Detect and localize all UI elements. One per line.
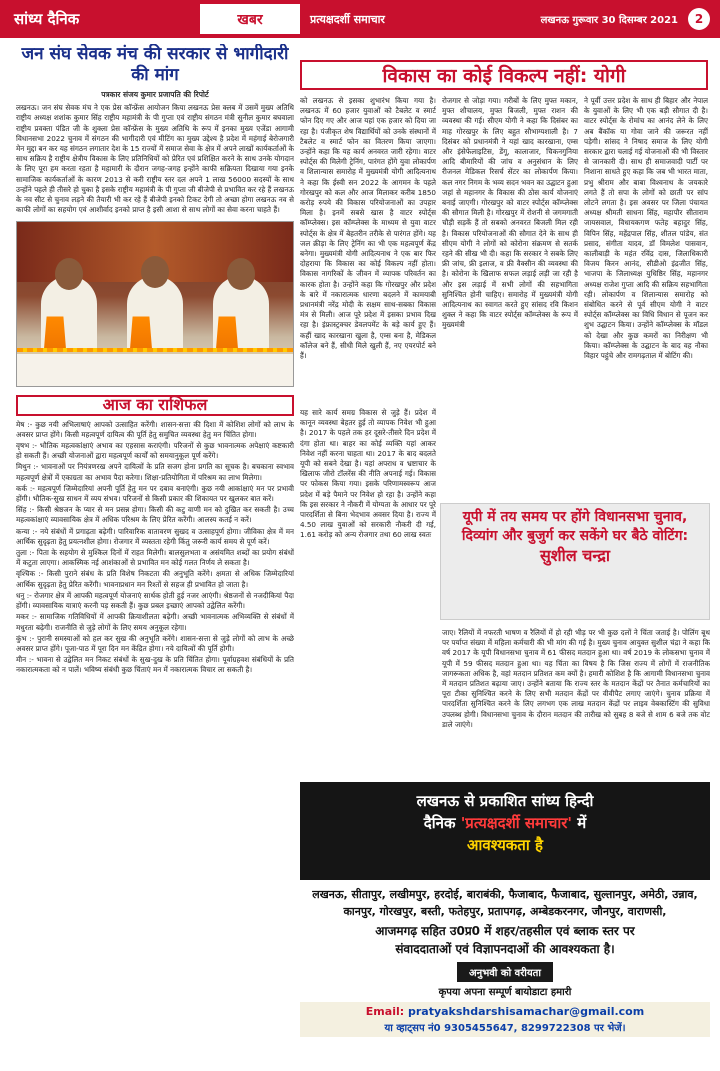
ad-line5: संवाददाताओं एवं विज्ञापनदाओं की आवश्यकता है। bbox=[395, 942, 615, 956]
masthead-paper: प्रत्यक्षदर्शी समाचार bbox=[310, 12, 385, 26]
rashifal-item: सिंह :- किसी श्रेष्ठजन के प्यार से मन प्रसन्न होगा। किसी की कटु वाणी मन को दुखित कर सकती है। उच्च महत्वकांक्षाएं व्यावसायिक क्षेत्र में अधिक परिश्रम के लिए प्रेरित करेंगी। आलस्य कतई न करें। bbox=[16, 505, 294, 525]
ad-header bbox=[300, 782, 710, 880]
rashifal-item: कुंभ :- पुरानी समस्याओं को हल कर सुख की अनुभूति करेंगे। शासन-सत्ता से जुड़े लोगों को लाभ के अच्छे अवसर प्राप्त होंगे। पूजा-पाठ में पूरा दिन मन केंद्रित होगा। नये दायित्वों की पूर्ति होगी। bbox=[16, 633, 294, 653]
story3-name: सुशील चन्द्रा bbox=[539, 546, 610, 565]
masthead-bar bbox=[300, 0, 720, 38]
story2-column-3: ने पूर्वी उत्तर प्रदेश के साथ ही बिहार और नेपाल के युवाओं के लिए भी एक बड़ी सौगात दी है। वाटर स्पोर्ट्स के रोमांच का आनंद लेने के लिए अब बैंकॉक या गोवा जाने की जरूरत नहीं पड़ेगी। सांसद ने निषाद समाज के लिए योगी सरकार द्वारा चलाई गई योजनाओं की भी विस्तार से जानकारी दी। साथ ही समाजवादी पार्टी पर निशाना साधते हुए कहा कि जब भी भारत माता, प्रभु श्रीराम और बाबा विश्वनाथ के जयकारे लगते हैं तो सपा के लोगों को छाती पर सांप लोटने लगता है। इस अवसर पर जिला पंचायत अध्यक्ष श्रीमती साधना सिंह, महापौर सीताराम जायसवाल, विधायकगण फतेह बहादुर सिंह, विपिन सिंह, महेंद्रपाल सिंह, शीतल पांडेय, संत प्रसाद, संगीता यादव, डॉ विमलेश पासवान, कालीबाड़ी के महंत रविंद्र दास, जिलाधिकारी विजय किरन आनंद, सीडीओ इंद्रजीत सिंह, भाजपा के जिलाध्यक्ष युधिष्ठिर सिंह, महानगर अध्यक्ष राजेश गुप्ता आदि की सक्रिय सहभागिता रही। लोकार्पण व शिलान्यास समारोह को संबोधित करने से पूर्व सीएम योगी ने वाटर स्पोर्ट्स कॉम्प्लेक्स का विधि विधान से पूजन कर शुभ उद्घाटन किया। उन्होंने कॉम्प्लेक्स के मॉडल को देखा और कुछ कमरों का निरीक्षण भी किया। कॉम्प्लेक्स के उद्घाटन के बाद वह नौका विहार पहुंचे और रामगढ़ताल में बोटिंग की। bbox=[584, 96, 708, 361]
recruitment-ad bbox=[300, 782, 710, 1062]
rashifal-item: कर्क :- महत्वपूर्ण जिम्मेदारियां अपनी पूर्ति हेतु मन पर दबाव बनाएंगी। कुछ नयी आकांक्षाएं मन पर प्रभावी होंगी। भौतिक-सुख साधन में व्यय संभव। परिजनों से किसी प्रकार की शिकायत पर खुलकर बात करें। bbox=[16, 483, 294, 504]
story2-column-2: रोजगार से जोड़ा गया। गरीबों के लिए मुफ्त मकान, मुफ्त शौचालय, मुफ्त बिजली, मुफ्त राशन की व्यवस्था की गई। सीएम योगी ने कहा कि दिसंबर का माह गोरखपुर के लिए बहुत सौभाग्यशाली है। 7 दिसंबर को प्रधानमंत्री ने यहां खाद कारखाना, एम्स और इंसेफेलाइटिस, डेंगू, कालाजार, चिकनगुनिया आदि बीमारियों की जांच व अनुसंधान के लिए रीजनल मेडिकल रिसर्च सेंटर का लोकार्पण किया। कल नगर निगम के भव्य सदन भवन का उद्घाटन हुआ जहां से महानगर के विकास की ठोस कार्य योजनाएं बनाई जाएगी। गोरखपुर को वाटर स्पोर्ट्स कॉम्प्लेक्स की सौगात मिली है। गोरखपुर में रोशनी से जगमगाती चौड़ी सड़कें हैं तो सबको अनवरत बिजली मिल रही है। विकास परियोजनाओं की सौगात देने के साथ ही सीएम योगी ने लोगों को कोरोना संक्रमण से सतर्क रहने की सीख भी दी। कहा कि सरकार ने सबके लिए फ्री जांच, फ्री इलाज, व फ्री वैक्सीन की व्यवस्था की है। कोरोना के खिलाफ सफल लड़ाई लड़ी जा रही है और इस लड़ाई में सभी लोगों की सहभागिता सुनिश्चित होनी चाहिए। समारोह में मुख्यमंत्री योगी आदित्यनाथ का स्वागत करते हुए सांसद रवि किशन शुक्ल ने कहा कि वाटर स्पोर्ट्स कॉम्प्लेक्स के रूप में मुख्यमंत्री bbox=[442, 96, 578, 330]
rashifal-item: वृश्चिक :- किसी पुराने संबंध के प्रति विशेष निकटता की अनुभूति करेंगे। क्षमता से अधिक जिम्मेदारियां आर्थिक सुदृढ़ता हेतु प्रेरित करेंगी। भावनाप्रधान मन रिश्तों से सहज ही प्रभावित हो जाता है। bbox=[16, 569, 294, 589]
page-number: 2 bbox=[688, 8, 710, 30]
ad-email[interactable]: pratyakshdarshisamachar@gmail.com bbox=[407, 1005, 645, 1018]
ad-line4: आजमगढ़ सहित उ0प्र0 में शहर/तहसील एवं ब्लाक स्तर पर bbox=[375, 924, 635, 938]
rashifal-item: तुला :- पिता के सहयोग से मुश्किल दिनों में राहत मिलेगी। बालसुलभता व असंयमित शब्दों का प्रयोग संबंधों में कटुता लाएगा। आकस्मिक नई आशंकाओं से प्रभावित मन कोई गलत निर्णय ले सकता है। bbox=[16, 548, 294, 568]
ad-line1: लखनऊ से प्रकाशित सांध्य हिन्दी bbox=[416, 792, 594, 810]
story1-headline: जन संघ सेवक मंच की सरकार से भागीदारी की मांग bbox=[21, 44, 289, 85]
ad-line2 bbox=[300, 812, 710, 834]
rashifal-item: मकर :- सामाजिक गतिविधियों में आपकी क्रियाशीलता बढ़ेगी। अच्छी भावनात्मक अभिव्यक्ति से संबंधों में मधुरता बढ़ेगी। राजनीति से जुड़े लोगों के लिए समय अनुकूल रहेगा। bbox=[16, 612, 294, 632]
masthead-section: खबर bbox=[200, 0, 300, 38]
story3-headline-box bbox=[440, 503, 710, 620]
rashifal-title: आज का राशिफल bbox=[16, 395, 294, 415]
ad-email-line bbox=[300, 1005, 710, 1018]
ad-body bbox=[300, 880, 710, 1002]
masthead bbox=[0, 0, 720, 38]
column-left bbox=[16, 44, 294, 677]
ad-line3: आवश्यकता है bbox=[467, 836, 543, 854]
masthead-date: लखनऊ गुरूवार 30 दिसम्बर 2021 bbox=[540, 15, 678, 26]
rashifal-item: वृषभ :- भौतिक महत्वकांक्षाएं अभाव का एहसास कराएंगी। परिजनों से कुछ भावनात्मक अपेक्षाएं कष्टकारी हो सकती हैं। अच्छी योजनाओं द्वारा महत्वपूर्ण कार्यों को समयानुकूल पूर्ण करेंगे। bbox=[16, 441, 294, 461]
ad-line2-pre: दैनिक bbox=[423, 814, 461, 832]
story2-column-1: को लखनऊ से इसका शुभारंभ किया गया है। लखनऊ में 60 हजार युवाओं को टैबलेट व स्मार्ट फोन दिए गए और आज यहां एक हजार को दिया जा रहा है। पंजीकृत शेष विद्यार्थियों को उनके संस्थानों में टैबलेट व स्मार्ट फोन का वितरण किया जाएगा। उन्होंने कहा कि यह कार्य अनवरत जारी रहेगा। वाटर स्पोर्ट्स की मिलेगी ट्रेनिंग, पारंगत होंगे युवा लोकार्पण व शिलान्यास समारोह में मुख्यमंत्री योगी आदित्यनाथ ने कहा कि ईस्वी सन 2022 के आगमन के पहले गोरखपुर को कल और आज मिलाकर करीब 1850 करोड़ रुपये की विकास परियोजनाओं का उपहार मिला है। इनमें सबसे खास है वाटर स्पोर्ट्स कॉम्प्लेक्स। इस कॉम्प्लेक्स के माध्यम से युवा वाटर स्पोर्ट्स के क्षेत्र में बेहतरीन तरीके से पारंगत होंगे। यह जल क्रीड़ा के लिए ट्रेनिंग का भी एक महत्वपूर्ण केंद्र बनेगा। मुख्यमंत्री योगी आदित्यनाथ ने एक बार फिर दोहराया कि विकास का कोई विकल्प नहीं होता। विकास नागरिकों के जीवन में व्यापक परिवर्तन का कारक होता है। उन्होंने कहा कि गोरखपुर और प्रदेश के बारे में नकारात्मक धारणा बदलने में कामयाबी प्रधानमंत्री नरेंद्र मोदी के सक्षम साथ-सबका विकास मंत्र से मिली। आज पूरे प्रदेश में इसका प्रभाव दिख रहा है। इंफ्रास्ट्रक्चर डेवलपमेंट के बड़े कार्य हुए हैं। कहीं खाद कारखाना खुला है, एम्स बना है, मेडिकल कॉलेज बने हैं, सीधी मिले खुली हैं, नए एयरपोर्ट बने हैं। bbox=[300, 96, 436, 361]
ad-contact bbox=[300, 1002, 710, 1037]
ad-line2-post: में bbox=[572, 814, 587, 832]
story3-body: जाए। रैलियों में नफरती भाषण व रैलियों में हो रही भीड़ पर भी कुछ दलों ने चिंता जताई है। पोलिंग बूथ पर पर्याप्त संख्या में महिला कर्मचारी की भी मांग की गई है। मुख्य चुनाव आयुक्त सुशील चंद्रा ने कहा कि वर्ष 2017 के यूपी विधानसभा चुनाव में 61 फीसद मतदान हुआ था। वर्ष 2019 के लोकसभा चुनाव में यूपी में 59 फीसद मतदान हुआ था। यह चिंता का विषय है कि जिस राज्य में लोगों में राजनीतिक जागरूकता अधिक है, वहां मतदान प्रतिशत कम क्यों है। हमारी कोशिश है कि आगामी विधानसभा चुनाव में मतदान प्रतिशत बढ़ाया जाए। उन्होंने बताया कि राज्य स्तर के मतदान केंद्रों पर तैनात कर्मचारियों का पूरा टीका सुनिश्चित करने के लिए सभी मतदान केंद्रों पर वीवीपैट लगाए जाएंगे। चुनाव प्रक्रिया में पारदर्शिता सुनिश्चित करने के लिए लगभग एक लाख मतदान केंद्रों पर लाइव वेबकास्टिंग की सुविधा उपलब्ध होगी। विधानसभा चुनाव के दौरान मतदान की तारीख को सुबह 8 बजे से शाम 6 बजे तक वोट डाले जाएंगे। bbox=[442, 628, 710, 729]
story2-column-1b: यह सारे कार्य समग्र विकास से जुड़े हैं। प्रदेश में कानून व्यवस्था बेहतर हुई तो व्यापक निवेश भी हुआ है। 2017 के पहले तक हर दूसरे-तीसरे दिन प्रदेश में दंगा होता था। बाहर का कोई व्यक्ति यहां आकर निवेश नहीं करना चाहता था। 2017 के बाद बदलते यूपी को सबने देखा है। यहां अपराध व भ्रष्टाचार के खिलाफ जीरो टॉलरेंस की नीति अपनाई गई। विकास पर फोकस किया गया। इसके परिणामस्वरूप आज प्रदेश में बड़े पैमाने पर निवेश हो रहा है। उन्होंने कहा कि इस सरकार ने नौकरी में योग्यता के आधार पर पूरे पारदर्शिता से बिना भेदभाव अवसर दिया है। राज्य में 4.50 लाख युवाओं को सरकारी नौकरी दी गई, 1.61 करोड़ को अन्य रोजगार तथा 60 लाख स्वतः bbox=[300, 408, 436, 540]
rashifal-item: धनु :- रोजगार क्षेत्र में आपकी महत्वपूर्ण योजनाएं सार्थक होती हुई नजर आएंगी। श्रेष्ठजनों से नजदीकियां पैदा होंगी। व्यावसायिक यात्राएं करनी पड़ सकती हैं। कुछ प्रबल इच्छाएं आपको उद्वेलित करेंगी। bbox=[16, 590, 294, 611]
ad-email-label: Email: bbox=[365, 1005, 405, 1018]
story2-headline: विकास का कोई विकल्प नहीं: योगी bbox=[300, 60, 708, 90]
rashifal-item: मिथुन :- भावनाओं पर नियंत्रणरख अपने दायित्वों के प्रति सजग होना प्रगति का सूचक है। बचकाना स्वभाव महत्वपूर्ण क्षेत्रों में एकाग्रता का अभाव पैदा करेगा। शिक्षा-प्रतियोगिता में परिश्रम का लाभ मिलेगा। bbox=[16, 462, 294, 482]
ad-phone: या व्हाट्सप नं0 9305455647, 8299722308 पर भेजें। bbox=[384, 1023, 626, 1034]
story3-headline: यूपी में तय समय पर होंगे विधानसभा चुनाव, दिव्यांग और बुजुर्ग कर सकेंगे घर बैठे वोटिंग: bbox=[461, 509, 689, 544]
ad-request: कृपया अपना सम्पूर्ण बायोडाटा हमारी bbox=[438, 987, 572, 998]
ad-experience-badge: अनुभवी को वरीयता bbox=[457, 962, 553, 982]
ad-paper-name: 'प्रत्यक्षदर्शी समाचार' bbox=[460, 814, 573, 832]
masthead-name: सांध्य दैनिक bbox=[0, 0, 200, 38]
press-conference-photo bbox=[16, 221, 294, 387]
rashifal-item: मीन :- भावना से उद्वेलित मन निकट संबंधों के सुख-दुख के प्रति चिंतित होगा। पूर्वाग्रहवश संबंधियों के प्रति नकारात्मकता को न पालें। भविष्य संबंधी कुछ चिंताएं मन में नकारात्मक विचार ला सकती है। bbox=[16, 655, 294, 675]
ad-cities: लखनऊ, सीतापुर, लखीमपुर, हरदोई, बाराबंकी, फैजाबाद, फैजाबाद, सुल्तानपुर, अमेठी, उन्नाव, कानपुर, गोरखपुर, बस्ती, फतेहपुर, प्रतापगढ़, अम्बेडकरनगर, जौनपुर, वाराणसी, bbox=[312, 888, 698, 918]
rashifal-item: कन्या :- नये संबंधों में प्रगाढ़ता बढ़ेगी। पारिवारिक वातावरण सुखद व उत्साहपूर्ण होगा। जीविका क्षेत्र में मन आर्थिक सुदृढ़ता हेतु प्रयत्नशील होगा। रोजगार में व्यस्तता रहेगी किंतु जरूरी कार्य समय से पूर्ण करें। bbox=[16, 526, 294, 546]
story1-byline: पत्रकार संजय कुमार प्रजापति की रिपोर्ट bbox=[101, 90, 209, 99]
rashifal-item: मेष :- कुछ नयी अभिलाषाएं आपको उत्साहित करेंगी। शासन-सत्ता की दिशा में कोशिश लोगों को लाभ के अवसर प्राप्त होंगे। किसी महत्वपूर्ण दायित्व की पूर्ति हेतु समुचित व्यवस्था हेतु मन चिंतित होगा। bbox=[16, 419, 294, 439]
story1-body: लखनऊ। जन संघ सेवक मंच ने एक प्रेस कॉन्फ्रेंस आयोजन किया लखनऊ प्रेस क्लब में उसमें मुख्य अतिथि राष्ट्रीय अध्यक्ष शशांक कुमार सिंह राष्ट्रीय महामंत्री के पी गुप्ता एवं राष्ट्रीय संगठन मंत्री सुनील कुमार बघवाला राष्ट्रीय प्रवक्ता पंडित जी के शुक्ला प्रेस कॉन्फ्रेंस के मुख्य अतिथि के रूप में इनका मुख्य एजेंडा आगामी विधानसभा 2022 चुनाव में संगठन की भागीदारी एवं मीटिंग का मुख्य उद्देश्य है प्रदेश में महंगाई बेरोजगारी मेन मुद्दा बन कर यह संगठन लगातार देश के 15 राज्यों में समाज सेवा के क्षेत्र में अपने लाखों कार्यकर्ताओं के साथ सक्रिय है राष्ट्रीय क्षेत्रीय विकास के लिए प्रतिनिधियों को प्रेरित एवं प्रशिक्षित करने के साथ उनके योगदान के लिए पूरा हम करता रहता है महामारी के दौरान जगह-जगह इन्होंने काफी सक्रियता दिखाया गया इनके सामाजिक कार्यकर्ताओं के कारण 2013 से करी राष्ट्रीय स्तर दल अपने 1 लाख 56000 सदस्यों के साथ उन्होंने पहले ही तीसरे हो चुका है इसके राष्ट्रीय महामंत्री के पी गुप्ता जी बीजेपी से प्रभावित कर रहे हैं लखनऊ के नव सीट से चुनाव लड़ने की तैयारी भी कर रहे हैं बीजेपी इनको टिकट देगी तो अच्छा होगा लखनऊ नव से काफी लोगों का सहयोग एवं आशीर्वाद इनको प्राप्त है इसी आशा से साथ लोगों का सेवा करना चाहते हैं। bbox=[16, 103, 294, 215]
rashifal-list bbox=[16, 420, 294, 676]
